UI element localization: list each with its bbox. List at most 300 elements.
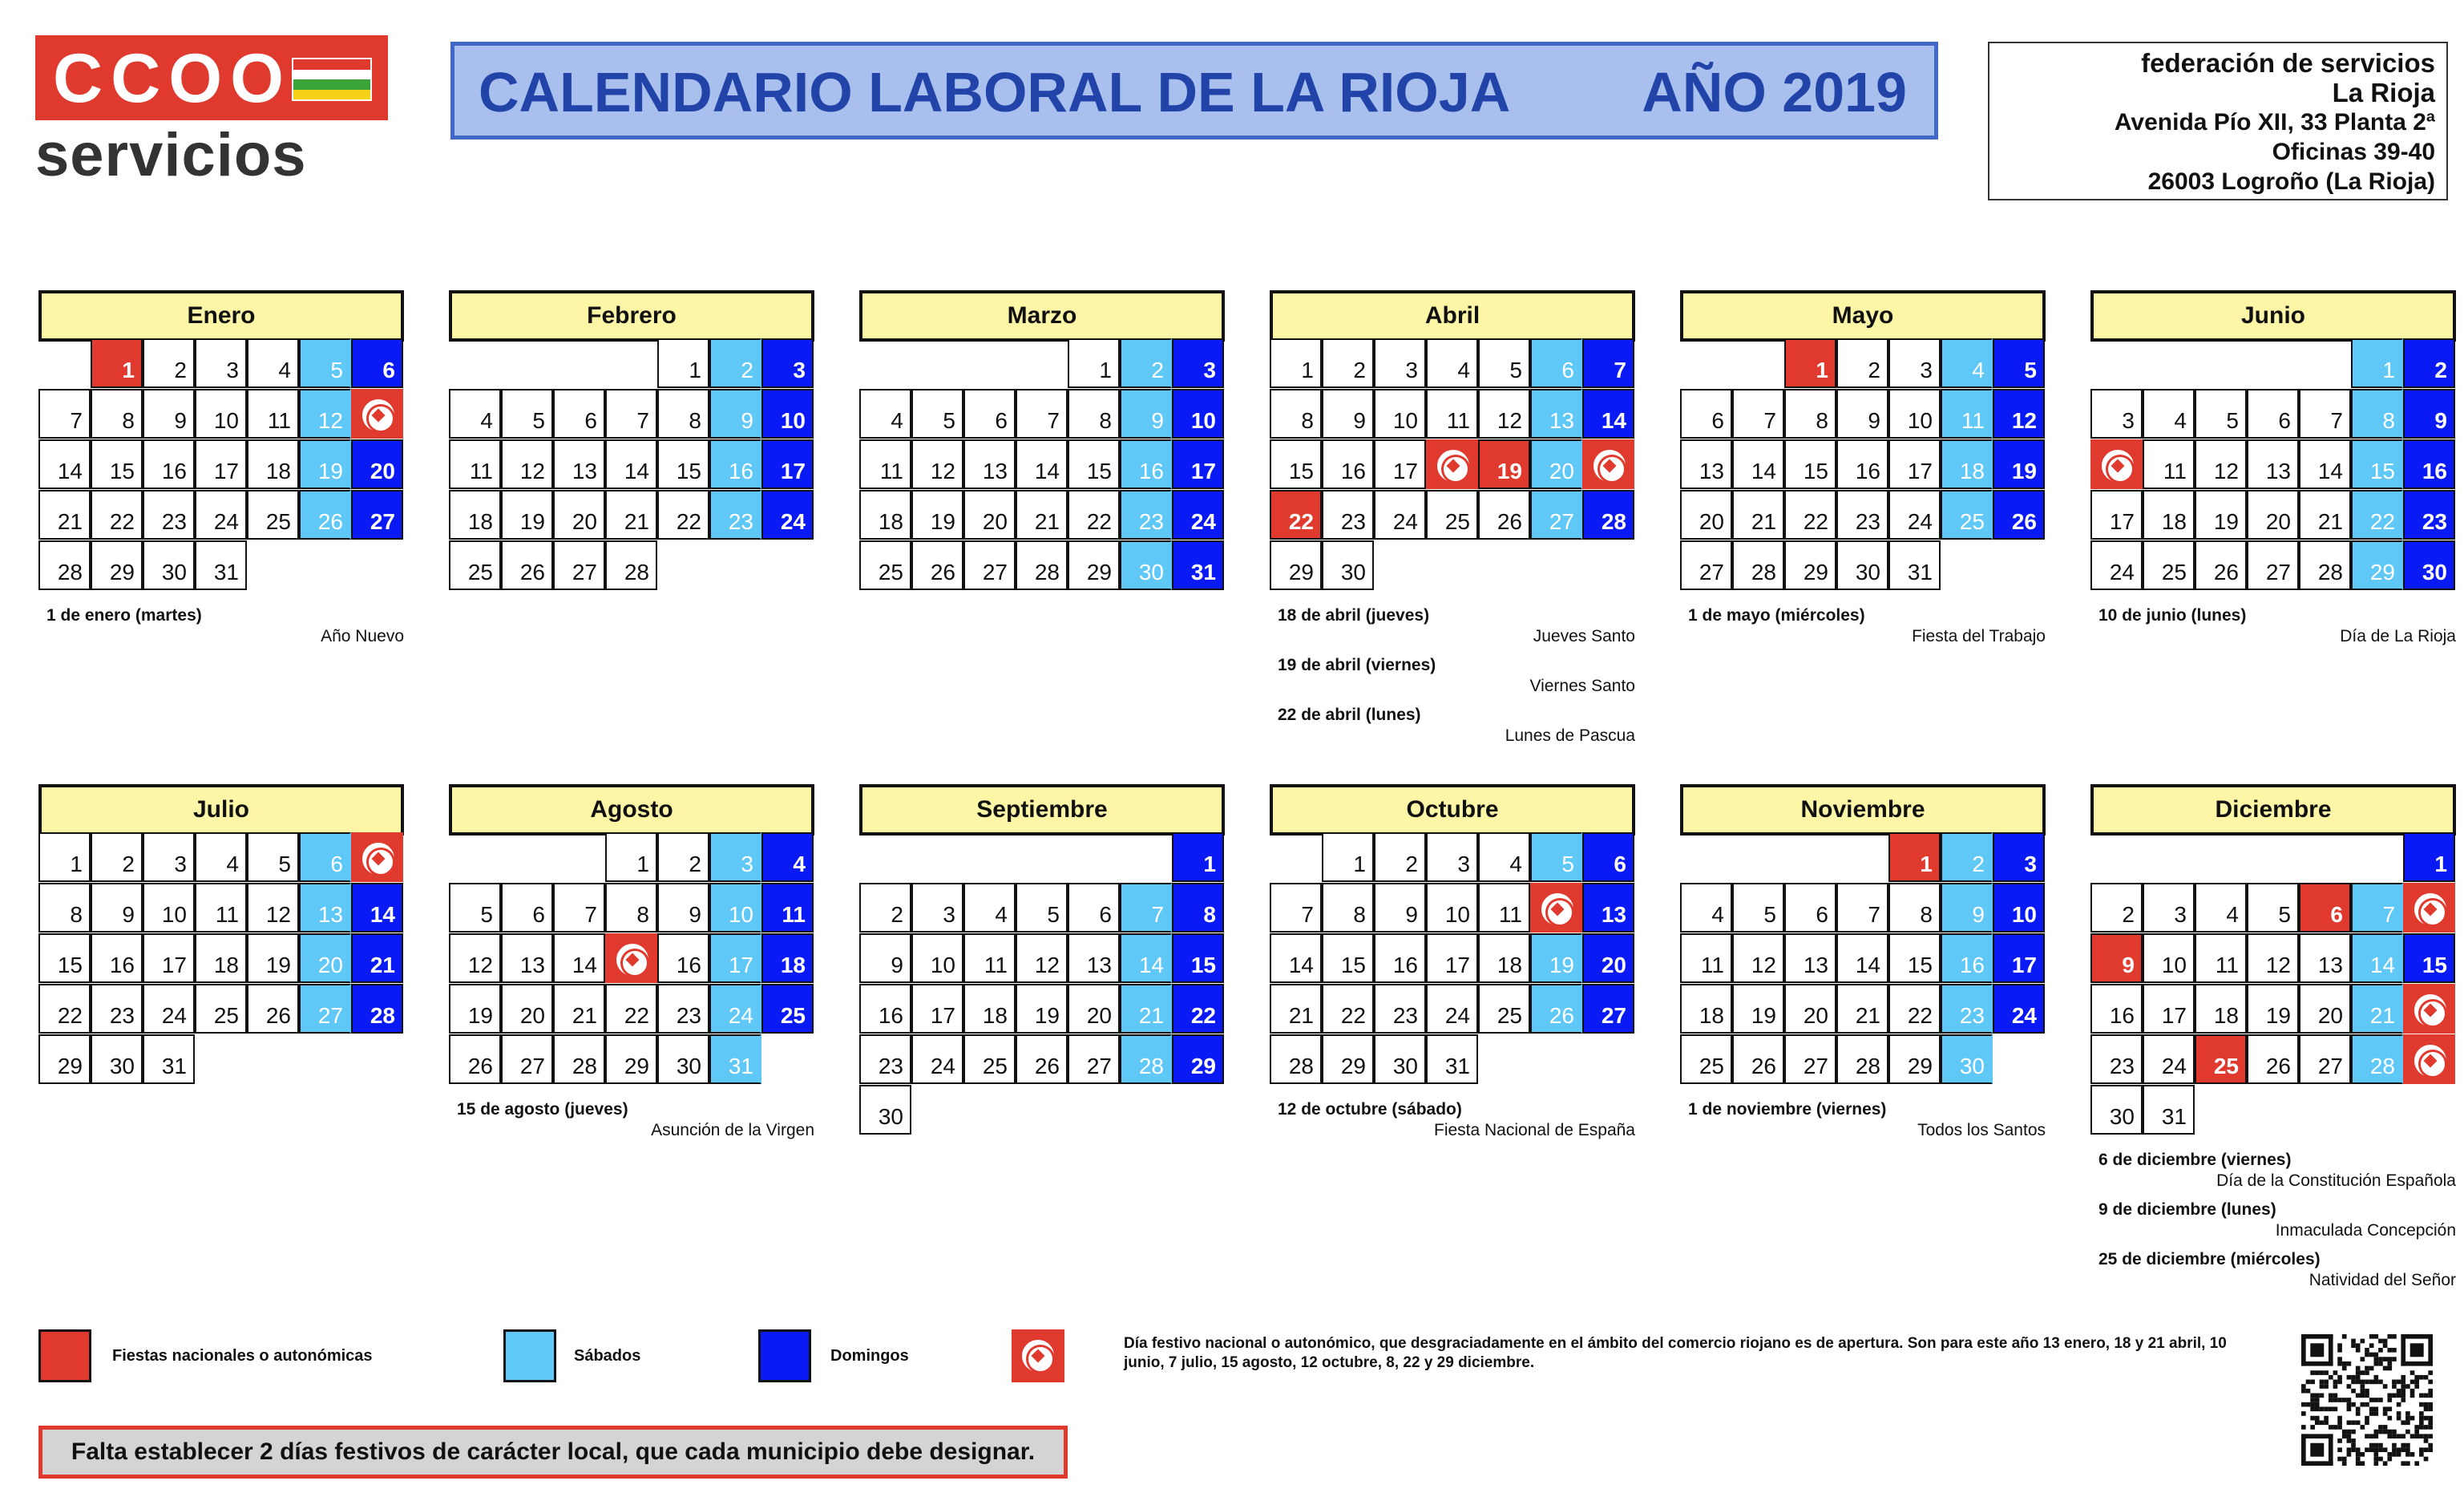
sunday-cell: 30 <box>2403 540 2455 590</box>
day-cell: 27 <box>1680 540 1732 590</box>
day-cell: 19 <box>1016 984 1068 1034</box>
day-cell: 8 <box>1270 389 1322 439</box>
day-cell: 27 <box>501 1034 553 1084</box>
day-cell: 10 <box>1888 389 1941 439</box>
day-cell: 12 <box>2195 439 2247 489</box>
day-cell: 22 <box>1322 984 1374 1034</box>
holiday-date: 12 de octubre (sábado) <box>1278 1100 1462 1119</box>
day-cell: 9 <box>91 883 143 933</box>
day-cell: 28 <box>2299 540 2351 590</box>
day-cell: 7 <box>553 883 605 933</box>
saturday-cell: 7 <box>1120 883 1172 933</box>
day-cell: 19 <box>911 490 963 540</box>
day-cell: 2 <box>1836 338 1888 388</box>
open-holiday-icon <box>2412 992 2449 1029</box>
fiesta-day-cell: 19 <box>1478 439 1530 489</box>
day-cell: 5 <box>1016 883 1068 933</box>
sunday-cell: 10 <box>1993 883 2045 933</box>
day-cell: 13 <box>1680 439 1732 489</box>
month-header: Junio <box>2090 290 2456 342</box>
day-cell: 13 <box>2299 933 2351 983</box>
day-cell: 7 <box>1270 883 1322 933</box>
holiday-date: 25 de diciembre (miércoles) <box>2098 1250 2321 1268</box>
day-cell: 28 <box>1732 540 1784 590</box>
day-cell: 9 <box>1836 389 1888 439</box>
day-cell: 3 <box>911 883 963 933</box>
day-cell: 28 <box>553 1034 605 1084</box>
sunday-cell: 14 <box>1582 389 1634 439</box>
sunday-cell: 6 <box>1582 832 1634 882</box>
legend-domingo-swatch <box>758 1329 811 1382</box>
page-title <box>450 42 1938 140</box>
saturday-cell: 8 <box>2351 389 2403 439</box>
day-cell: 2 <box>859 883 911 933</box>
day-cell: 1 <box>1068 338 1120 388</box>
month-header: Diciembre <box>2090 784 2456 835</box>
day-cell: 10 <box>143 883 195 933</box>
day-cell: 11 <box>449 439 501 489</box>
day-cell: 10 <box>1374 389 1426 439</box>
day-cell: 14 <box>1270 933 1322 983</box>
day-cell: 8 <box>605 883 657 933</box>
day-cell: 24 <box>143 984 195 1034</box>
day-cell: 11 <box>247 389 299 439</box>
day-cell: 6 <box>553 389 605 439</box>
sunday-cell: 5 <box>1993 338 2045 388</box>
saturday-cell: 16 <box>1941 933 1993 983</box>
day-cell: 12 <box>1478 389 1530 439</box>
day-cell: 27 <box>1068 1034 1120 1084</box>
day-cell: 3 <box>1374 338 1426 388</box>
day-cell: 17 <box>1426 933 1478 983</box>
holiday-description <box>2098 605 2456 647</box>
day-cell: 20 <box>1680 490 1732 540</box>
day-cell: 7 <box>38 389 91 439</box>
day-cell: 26 <box>1016 1034 1068 1084</box>
day-cell: 11 <box>1680 933 1732 983</box>
sunday-cell: 1 <box>1172 832 1224 882</box>
day-cell: 5 <box>449 883 501 933</box>
saturday-cell: 9 <box>709 389 761 439</box>
day-cell: 12 <box>501 439 553 489</box>
day-cell: 29 <box>1068 540 1120 590</box>
saturday-cell: 31 <box>709 1034 761 1084</box>
day-cell: 21 <box>1016 490 1068 540</box>
saturday-cell: 16 <box>709 439 761 489</box>
day-cell: 14 <box>1732 439 1784 489</box>
day-cell: 18 <box>1680 984 1732 1034</box>
day-cell: 6 <box>1784 883 1836 933</box>
day-cell: 22 <box>1784 490 1836 540</box>
holiday-name: Natividad del Señor <box>2308 1271 2456 1289</box>
day-cell: 2 <box>657 832 709 882</box>
day-cell: 10 <box>911 933 963 983</box>
day-cell: 14 <box>1016 439 1068 489</box>
day-cell: 14 <box>605 439 657 489</box>
day-cell: 29 <box>605 1034 657 1084</box>
day-cell: 16 <box>657 933 709 983</box>
day-cell: 6 <box>501 883 553 933</box>
day-cell: 13 <box>1068 933 1120 983</box>
day-cell: 5 <box>1732 883 1784 933</box>
day-cell: 12 <box>2247 933 2299 983</box>
address-box <box>1988 42 2448 200</box>
day-cell: 20 <box>2299 984 2351 1034</box>
day-cell: 31 <box>143 1034 195 1084</box>
sunday-cell: 15 <box>2403 933 2455 983</box>
day-cell: 5 <box>501 389 553 439</box>
fiesta-day-cell: 22 <box>1270 490 1322 540</box>
saturday-cell: 5 <box>1530 832 1582 882</box>
saturday-cell: 14 <box>2351 933 2403 983</box>
saturday-cell: 4 <box>1941 338 1993 388</box>
holiday-description <box>2098 1200 2456 1241</box>
day-cell: 25 <box>195 984 247 1034</box>
saturday-cell: 30 <box>1120 540 1172 590</box>
saturday-cell: 27 <box>299 984 351 1034</box>
fiesta-day-cell: 1 <box>91 338 143 388</box>
day-cell: 20 <box>1068 984 1120 1034</box>
day-cell: 19 <box>449 984 501 1034</box>
logo-brand: CCOO <box>53 40 292 117</box>
day-cell: 21 <box>605 490 657 540</box>
day-cell: 3 <box>1426 832 1478 882</box>
sunday-cell: 2 <box>2403 338 2455 388</box>
day-cell: 2 <box>1322 338 1374 388</box>
day-cell: 7 <box>1016 389 1068 439</box>
saturday-cell: 23 <box>709 490 761 540</box>
day-cell: 4 <box>195 832 247 882</box>
holiday-name: Viernes Santo <box>1529 677 1635 695</box>
saturday-cell: 18 <box>1941 439 1993 489</box>
day-cell: 26 <box>911 540 963 590</box>
day-cell: 13 <box>501 933 553 983</box>
sunday-cell: 11 <box>761 883 814 933</box>
day-cell: 15 <box>1068 439 1120 489</box>
day-cell: 12 <box>1016 933 1068 983</box>
saturday-cell: 24 <box>709 984 761 1034</box>
day-cell: 17 <box>1888 439 1941 489</box>
sunday-cell: 3 <box>1993 832 2045 882</box>
day-cell: 5 <box>2247 883 2299 933</box>
holiday-description <box>46 605 404 647</box>
day-cell: 19 <box>2195 490 2247 540</box>
sunday-cell: 28 <box>1582 490 1634 540</box>
day-cell: 18 <box>195 933 247 983</box>
holiday-date: 6 de diciembre (viernes) <box>2098 1151 2292 1169</box>
fiesta-day-cell: 25 <box>2195 1034 2247 1084</box>
fiesta-day-cell: 1 <box>1888 832 1941 882</box>
day-cell: 8 <box>1322 883 1374 933</box>
day-cell: 30 <box>859 1085 911 1135</box>
day-cell: 5 <box>911 389 963 439</box>
holiday-name: Fiesta del Trabajo <box>1912 627 2046 645</box>
sunday-cell: 7 <box>1582 338 1634 388</box>
ccoo-logo <box>35 35 388 188</box>
day-cell: 7 <box>1732 389 1784 439</box>
day-cell: 24 <box>1374 490 1426 540</box>
day-cell: 20 <box>1784 984 1836 1034</box>
fiesta-day-cell: 6 <box>2299 883 2351 933</box>
saturday-cell: 17 <box>709 933 761 983</box>
saturday-cell: 21 <box>1120 984 1172 1034</box>
day-cell: 6 <box>1680 389 1732 439</box>
holiday-description <box>1688 1099 2046 1141</box>
day-cell: 11 <box>195 883 247 933</box>
day-cell: 19 <box>1732 984 1784 1034</box>
day-cell: 26 <box>2247 1034 2299 1084</box>
open-holiday-cell <box>2403 984 2455 1034</box>
sunday-cell: 10 <box>1172 389 1224 439</box>
holiday-date: 9 de diciembre (lunes) <box>2098 1200 2276 1219</box>
day-cell: 4 <box>859 389 911 439</box>
open-holiday-cell <box>605 933 657 983</box>
footer-notice: Falta establecer 2 días festivos de carácter local, que cada municipio debe designar. <box>38 1426 1068 1479</box>
day-cell: 16 <box>91 933 143 983</box>
day-cell: 29 <box>1270 540 1322 590</box>
day-cell: 8 <box>657 389 709 439</box>
sunday-cell: 25 <box>761 984 814 1034</box>
day-cell: 31 <box>195 540 247 590</box>
saturday-cell: 20 <box>299 933 351 983</box>
day-cell: 4 <box>1680 883 1732 933</box>
day-cell: 3 <box>2143 883 2195 933</box>
sunday-cell: 6 <box>351 338 403 388</box>
day-cell: 11 <box>2143 439 2195 489</box>
address-line-2: La Rioja <box>2332 78 2435 107</box>
day-cell: 21 <box>1836 984 1888 1034</box>
day-cell: 26 <box>2195 540 2247 590</box>
holiday-name: Día de La Rioja <box>2340 627 2456 645</box>
day-cell: 3 <box>2090 389 2143 439</box>
month-header: Marzo <box>859 290 1225 342</box>
day-cell: 12 <box>1732 933 1784 983</box>
day-cell: 29 <box>1784 540 1836 590</box>
day-cell: 17 <box>143 933 195 983</box>
saturday-cell: 20 <box>1530 439 1582 489</box>
open-holiday-cell <box>2403 1034 2455 1084</box>
day-cell: 22 <box>1888 984 1941 1034</box>
day-cell: 4 <box>2143 389 2195 439</box>
month-header: Julio <box>38 784 404 835</box>
day-cell: 10 <box>2143 933 2195 983</box>
day-cell: 11 <box>2195 933 2247 983</box>
sunday-cell: 10 <box>761 389 814 439</box>
sunday-cell: 8 <box>1172 883 1224 933</box>
month-header: Mayo <box>1680 290 2046 342</box>
day-cell: 25 <box>859 540 911 590</box>
day-cell: 6 <box>1068 883 1120 933</box>
day-cell: 15 <box>38 933 91 983</box>
sunday-cell: 16 <box>2403 439 2455 489</box>
saturday-cell: 6 <box>299 832 351 882</box>
legend-sabado-swatch <box>503 1329 556 1382</box>
holiday-description <box>2098 1249 2456 1291</box>
day-cell: 20 <box>501 984 553 1034</box>
day-cell: 9 <box>143 389 195 439</box>
month-header: Enero <box>38 290 404 342</box>
day-cell: 21 <box>553 984 605 1034</box>
month-header: Noviembre <box>1680 784 2046 835</box>
open-holiday-cell <box>1530 883 1582 933</box>
day-cell: 20 <box>963 490 1016 540</box>
sunday-cell: 18 <box>761 933 814 983</box>
day-cell: 16 <box>2090 984 2143 1034</box>
day-cell: 16 <box>143 439 195 489</box>
saturday-cell: 23 <box>1120 490 1172 540</box>
day-cell: 6 <box>963 389 1016 439</box>
day-cell: 19 <box>2247 984 2299 1034</box>
sunday-cell: 21 <box>351 933 403 983</box>
saturday-cell: 5 <box>299 338 351 388</box>
sunday-cell: 24 <box>1172 490 1224 540</box>
saturday-cell: 16 <box>1120 439 1172 489</box>
day-cell: 24 <box>2143 1034 2195 1084</box>
day-cell: 30 <box>1322 540 1374 590</box>
saturday-cell: 23 <box>1941 984 1993 1034</box>
sunday-cell: 17 <box>1172 439 1224 489</box>
day-cell: 2 <box>143 338 195 388</box>
day-cell: 18 <box>1478 933 1530 983</box>
day-cell: 18 <box>247 439 299 489</box>
sunday-cell: 1 <box>2403 832 2455 882</box>
day-cell: 16 <box>859 984 911 1034</box>
saturday-cell: 6 <box>1530 338 1582 388</box>
holiday-description <box>1278 605 1635 647</box>
holiday-date: 19 de abril (viernes) <box>1278 656 1436 674</box>
day-cell: 18 <box>859 490 911 540</box>
month-header: Octubre <box>1270 784 1635 835</box>
sunday-cell: 26 <box>1993 490 2045 540</box>
day-cell: 14 <box>1836 933 1888 983</box>
day-cell: 25 <box>1426 490 1478 540</box>
day-cell: 15 <box>1784 439 1836 489</box>
day-cell: 19 <box>501 490 553 540</box>
open-holiday-icon <box>1591 447 1628 484</box>
address-line-5: 26003 Logroño (La Rioja) <box>2147 168 2435 195</box>
month-header: Septiembre <box>859 784 1225 835</box>
sunday-cell: 12 <box>1993 389 2045 439</box>
day-cell: 23 <box>1322 490 1374 540</box>
day-cell: 4 <box>449 389 501 439</box>
day-cell: 12 <box>911 439 963 489</box>
day-cell: 22 <box>605 984 657 1034</box>
day-cell: 31 <box>1426 1034 1478 1084</box>
day-cell: 21 <box>38 490 91 540</box>
open-holiday-cell <box>351 832 403 882</box>
day-cell: 4 <box>247 338 299 388</box>
month-header: Agosto <box>449 784 814 835</box>
saturday-cell: 19 <box>299 439 351 489</box>
qr-code-icon <box>2297 1334 2437 1466</box>
holiday-date: 15 de agosto (jueves) <box>457 1100 628 1119</box>
day-cell: 16 <box>1322 439 1374 489</box>
day-cell: 23 <box>143 490 195 540</box>
holiday-name: Lunes de Pascua <box>1505 726 1635 745</box>
holiday-name: Fiesta Nacional de España <box>1434 1121 1635 1139</box>
day-cell: 18 <box>2143 490 2195 540</box>
day-cell: 27 <box>553 540 605 590</box>
holiday-name: Asunción de la Virgen <box>651 1121 814 1139</box>
address-line-1: federación de servicios <box>2141 48 2435 78</box>
fiesta-day-cell: 9 <box>2090 933 2143 983</box>
day-cell: 24 <box>2090 540 2143 590</box>
open-holiday-icon <box>2099 447 2136 484</box>
open-holiday-icon <box>360 397 397 434</box>
sunday-cell: 4 <box>761 832 814 882</box>
open-holiday-cell <box>351 389 403 439</box>
day-cell: 13 <box>1784 933 1836 983</box>
day-cell: 23 <box>1836 490 1888 540</box>
day-cell: 8 <box>91 389 143 439</box>
open-holiday-icon <box>1435 447 1472 484</box>
day-cell: 3 <box>195 338 247 388</box>
legend-open-holiday-icon <box>1012 1329 1064 1382</box>
day-cell: 23 <box>657 984 709 1034</box>
day-cell: 26 <box>1478 490 1530 540</box>
day-cell: 8 <box>1068 389 1120 439</box>
day-cell: 30 <box>657 1034 709 1084</box>
sunday-cell: 27 <box>1582 984 1634 1034</box>
day-cell: 7 <box>1836 883 1888 933</box>
day-cell: 10 <box>195 389 247 439</box>
saturday-cell: 11 <box>1941 389 1993 439</box>
holiday-date: 10 de junio (lunes) <box>2098 606 2247 625</box>
saturday-cell: 9 <box>1120 389 1172 439</box>
day-cell: 8 <box>38 883 91 933</box>
day-cell: 31 <box>2143 1085 2195 1135</box>
day-cell: 15 <box>657 439 709 489</box>
day-cell: 8 <box>1888 883 1941 933</box>
day-cell: 26 <box>449 1034 501 1084</box>
holiday-date: 22 de abril (lunes) <box>1278 706 1421 724</box>
day-cell: 24 <box>911 1034 963 1084</box>
day-cell: 4 <box>1478 832 1530 882</box>
sunday-cell: 17 <box>761 439 814 489</box>
day-cell: 28 <box>1270 1034 1322 1084</box>
day-cell: 27 <box>1784 1034 1836 1084</box>
holiday-name: Todos los Santos <box>1917 1121 2046 1139</box>
saturday-cell: 14 <box>1120 933 1172 983</box>
holiday-name: Día de la Constitución Española <box>2216 1171 2456 1190</box>
day-cell: 4 <box>1426 338 1478 388</box>
day-cell: 22 <box>657 490 709 540</box>
saturday-cell: 25 <box>1941 490 1993 540</box>
saturday-cell: 3 <box>709 832 761 882</box>
day-cell: 5 <box>2195 389 2247 439</box>
saturday-cell: 28 <box>2351 1034 2403 1084</box>
holiday-date: 18 de abril (jueves) <box>1278 606 1430 625</box>
day-cell: 13 <box>553 439 605 489</box>
day-cell: 21 <box>1732 490 1784 540</box>
legend-note: Día festivo nacional o autonómico, que desgraciadamente en el ámbito del comercio riojano es de apertura. Son para este año 13 enero, 18 y 21 abril, 10 junio, 7 julio, 15 agosto, 12 octubre, 8, 22 y 29 diciembre. <box>1124 1335 2227 1371</box>
day-cell: 4 <box>963 883 1016 933</box>
day-cell: 11 <box>1426 389 1478 439</box>
day-cell: 24 <box>1888 490 1941 540</box>
open-holiday-icon <box>360 840 397 877</box>
day-cell: 2 <box>2090 883 2143 933</box>
day-cell: 17 <box>2143 984 2195 1034</box>
sunday-cell: 22 <box>1172 984 1224 1034</box>
day-cell: 24 <box>1426 984 1478 1034</box>
day-cell: 16 <box>1374 933 1426 983</box>
day-cell: 20 <box>553 490 605 540</box>
sunday-cell: 15 <box>1172 933 1224 983</box>
holiday-description <box>1278 655 1635 697</box>
day-cell: 1 <box>1322 832 1374 882</box>
day-cell: 14 <box>2299 439 2351 489</box>
day-cell: 18 <box>2195 984 2247 1034</box>
